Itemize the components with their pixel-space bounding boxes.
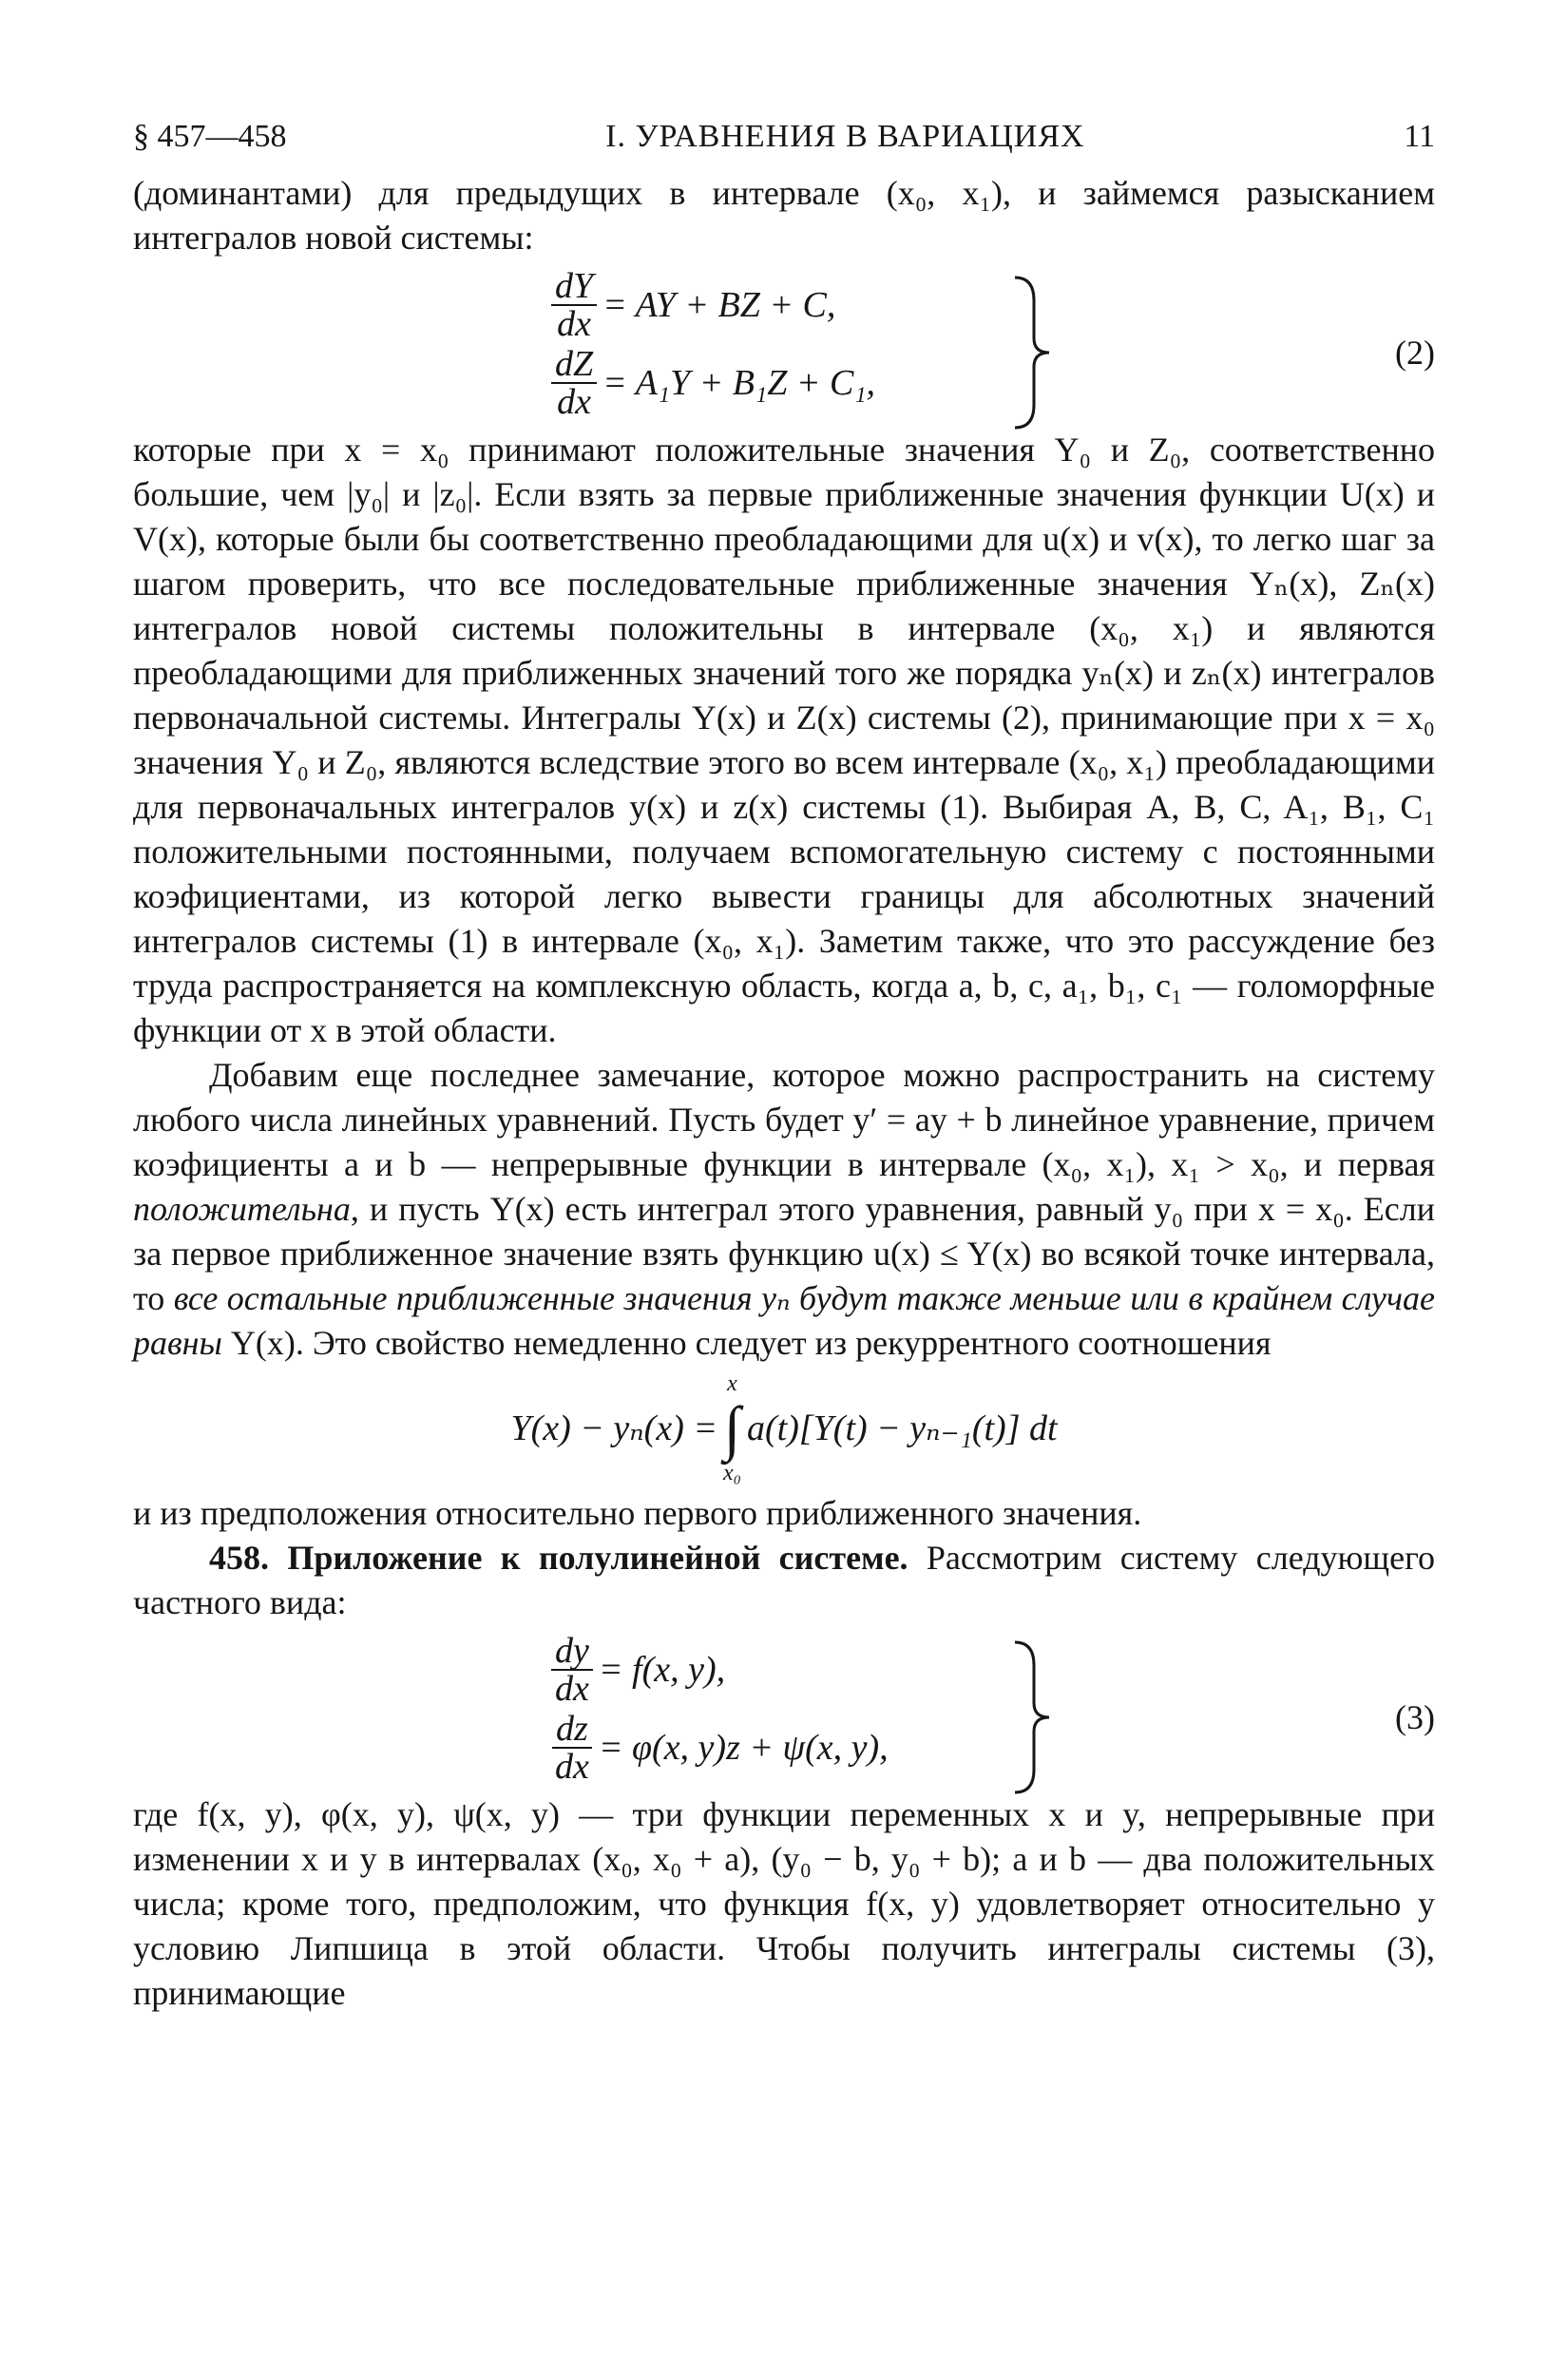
fraction — [551, 346, 597, 420]
equation-rhs: = f(x, y), — [598, 1649, 726, 1690]
equation-number: (3) — [1395, 1698, 1435, 1736]
fraction — [551, 1711, 593, 1785]
paragraph-functions: где f(x, y), φ(x, y), ψ(x, y) — три функции переменных x и y, непрерывные при изменении x и y в интервалах (x₀, x₀ + a), (y₀ − b, y₀ + b); a и b — два положительных числа; кроме того, предположим, что функция f(x, y) удовлетворяет относительно y условию Липшица в этой области. Чтобы получить интегралы системы (3), принимающие — [133, 1795, 1435, 2012]
equation-row — [551, 344, 1045, 422]
text-run: , и пусть Y(x) есть интеграл этого уравнения, равный y₀ при x = x₀. Если за первое приближенное значение взять функцию u(x) ≤ Y(x) во всякой точке интервала, то — [133, 1190, 1435, 1317]
upper-limit: x — [727, 1371, 737, 1396]
fraction — [551, 1633, 593, 1707]
paragraph-proof: которые при x = x₀ принимают положительные значения Y₀ и Z₀, соответственно большие, чем |y₀| и |z₀|. Если взять за первые приближенные значения функции U(x) и V(x), которые были бы соответственно преобладающими для u(x) и v(x), то легко шаг за шагом проверить, что все последовательные приближенные значения Yₙ(x), Zₙ(x) интегралов новой системы положительны в интервале (x₀, x₁) и являются преобладающими для приближенных значений того же порядка yₙ(x) и zₙ(x) интегралов первоначальной системы. Интегралы Y(x) и Z(x) системы (2), принимающие при x = x₀ значения Y₀ и Z₀, являются вследствие этого во всем интервале (x₀, x₁) преобладающими для первоначальных интегралов y(x) и z(x) системы (1). Выбирая A, B, C, A₁, B₁, C₁ положительными постоянными, получаем вспомогательную систему с постоянными коэфициентами, из которой легко вывести границы для абсолютных значений интегралов системы (1) в интервале (x₀, x₁). Заметим также, что это рассуждение без труда распространяется на комплексную область, когда a, b, c, a₁, b₁, c₁ — голоморфные функции от x в этой области. — [133, 431, 1435, 1049]
equation-row — [551, 1631, 1045, 1709]
equation-rhs: = φ(x, y)z + ψ(x, y), — [598, 1727, 889, 1768]
equation-system-3 — [133, 1631, 1435, 1787]
equation-row — [551, 266, 1045, 344]
integral-icon: ∫ — [723, 1394, 741, 1462]
right-brace-icon — [1007, 272, 1064, 433]
fraction-denominator: dx — [557, 382, 591, 422]
paragraph-intro: (доминантами) для предыдущих в интервале (x₀, x₁), и займемся разысканием интегралов новой системы: — [133, 174, 1435, 257]
fraction-numerator: dZ — [551, 346, 597, 384]
emphasis: положительна — [133, 1190, 351, 1228]
emphasis: все остальные приближенные значения yₙ будут также меньше или в крайнем случае равны — [133, 1279, 1435, 1362]
page — [133, 114, 1435, 2016]
fraction-numerator: dz — [552, 1711, 592, 1749]
section-heading: 458. Приложение к полулинейной системе. — [209, 1539, 908, 1577]
equation-row — [551, 1709, 1045, 1787]
integrand: a(t)[Y(t) − yₙ₋₁(t)] dt — [747, 1408, 1058, 1448]
section-458 — [133, 1536, 1435, 1625]
equation-rhs: = AY + BZ + C, — [602, 284, 836, 325]
section-range: § 457—458 — [133, 119, 287, 154]
fraction-denominator: dx — [555, 1669, 589, 1709]
paragraph-remark — [133, 1053, 1435, 1366]
fraction-denominator: dx — [557, 304, 591, 344]
running-header — [133, 114, 1435, 171]
lower-limit: x₀ — [723, 1461, 741, 1485]
text-run: Y(x). Это свойство немедленно следует из рекуррентного соотношения — [221, 1324, 1272, 1362]
equation-system-2 — [133, 266, 1435, 422]
fraction — [551, 268, 597, 342]
formula-lhs: Y(x) − yₙ(x) = — [510, 1408, 717, 1448]
chapter-title: I. УРАВНЕНИЯ В ВАРИАЦИЯХ — [605, 119, 1085, 154]
text-run: Рассмотрим систему следующего частного вида: — [133, 1539, 1435, 1621]
paragraph-conclusion: и из предположения относительно первого приближенного значения. — [133, 1494, 1142, 1532]
equation-number: (2) — [1395, 334, 1435, 372]
integral-sign — [723, 1370, 741, 1487]
fraction-numerator: dY — [551, 268, 597, 306]
recurrence-formula — [133, 1371, 1435, 1485]
page-number: 11 — [1404, 119, 1435, 154]
equation-rhs: = A₁Y + B₁Z + C₁, — [602, 362, 876, 403]
fraction-numerator: dy — [551, 1633, 593, 1671]
fraction-denominator: dx — [555, 1747, 589, 1787]
right-brace-icon — [1007, 1637, 1064, 1798]
text-run: Добавим еще последнее замечание, которое можно распространить на систему любого числа линейных уравнений. Пусть будет y′ = ay + b линейное уравнение, причем коэфициенты a и b — непрерывные функции в интервале (x₀, x₁), x₁ > x₀, и первая — [133, 1056, 1435, 1183]
